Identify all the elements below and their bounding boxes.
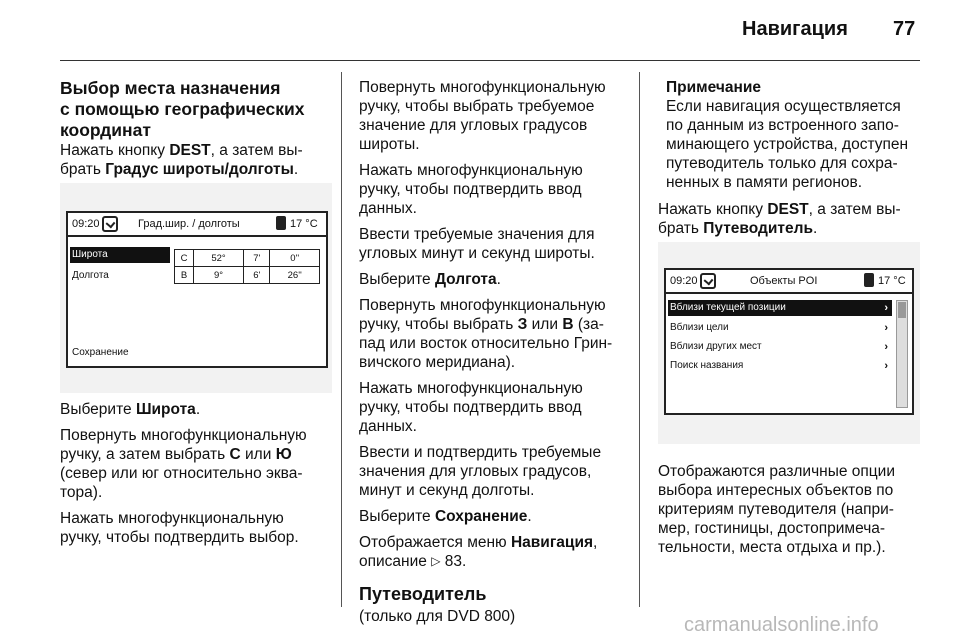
paragraph-select-latitude: Выберите Широта. (60, 401, 201, 418)
paragraph-rotate-knob: Повернуть многофункциональную ручку, а затем выбрать С или Ю (север или юг относительно эква- тора). (60, 427, 307, 501)
display-screen (66, 211, 328, 368)
header-divider (60, 60, 920, 61)
section-subtitle: (только для DVD 800) (359, 608, 516, 625)
section-heading: Выбор места назначения с помощью географических координат (60, 78, 305, 140)
screen-figure-poi (658, 242, 920, 444)
paragraph-dest: Нажать кнопку DEST, а затем вы- брать Градус широты/долготы. (60, 142, 303, 178)
menu-item-near-current[interactable]: Вблизи текущей позиции › (668, 300, 892, 316)
table-row: В 9° 6' 26'' (175, 267, 320, 284)
menu-item-search-name[interactable]: Поиск названия › (670, 360, 888, 372)
column-3-lower (658, 462, 920, 564)
page-reference-arrow-icon: ▷ (431, 554, 441, 568)
column-3 (658, 78, 920, 245)
phone-icon (276, 216, 286, 230)
table-row: С 52° 7' 0'' (175, 250, 320, 267)
note-box: Примечание Если навигация осуществляется по данным из встроенного запо- минающего устройства, доступен путеводитель только для сохра- ненных в памяти регионов. (666, 79, 909, 191)
scroll-thumb[interactable] (898, 302, 906, 318)
display-screen (664, 268, 914, 415)
clock: 09:20 (72, 218, 100, 230)
column-2: Повернуть многофункциональную ручку, чтобы выбрать требуемое значение для угловых градусов широты. Нажать многофункциональную ручку, чтобы подтвердить ввод данных. Ввести требуемые значения для угловых минут и секунд широты. Выберите Долгота. Повернуть многофункциональную ручку, чтобы выбрать З или В (за- пад или восток относительно Грин- вичского меридиана). Нажать многофункциональную ручку, чтобы подтвердить ввод данных. Ввести и подтвердить требуемые значения для угловых градусов, минут и секунд долготы. Выберите Сохранение. Отображается меню Навигация, описание ▷ 83. Путеводитель (только для DVD 800) (359, 78, 633, 626)
menu-item-near-other[interactable]: Вблизи других мест › (670, 341, 888, 353)
column-divider-2 (639, 72, 640, 607)
page-section-title: Навигация (742, 18, 848, 40)
menu-item-longitude[interactable]: Долгота (72, 270, 109, 281)
column-1-lower (60, 400, 332, 554)
chevron-right-icon: › (884, 360, 888, 372)
paragraph-dest-guide: Нажать кнопку DEST, а затем вы- брать Путеводитель. (658, 201, 901, 237)
temperature: 17 °C (878, 275, 906, 287)
chevron-right-icon: › (884, 341, 888, 353)
paragraph-poi-options: Отображаются различные опции выбора интересных объектов по критериям путеводителя (напри- мер, гостиницы, достопримеча- тельности, места отдыха и пр.). (658, 463, 895, 556)
section-heading-guide: Путеводитель (359, 584, 487, 604)
chevron-right-icon: › (884, 302, 888, 314)
chevron-right-icon: › (884, 322, 888, 334)
menu-item-latitude[interactable]: Широта (70, 247, 170, 263)
paragraph-confirm: Нажать многофункциональную ручку, чтобы подтвердить выбор. (60, 510, 299, 546)
screen-header (666, 270, 912, 294)
navigation-icon (102, 216, 118, 232)
page-number: 77 (893, 18, 916, 40)
watermark: carmanualsonline.info (684, 614, 879, 636)
phone-icon (864, 273, 874, 287)
temperature: 17 °C (290, 218, 318, 230)
screen-title: Град.шир. / долготы (138, 218, 240, 230)
navigation-icon (700, 273, 716, 289)
screen-title: Объекты POI (750, 275, 818, 287)
clock: 09:20 (670, 275, 698, 287)
screen-header (68, 213, 326, 237)
column-1 (60, 78, 332, 186)
column-divider-1 (341, 72, 342, 607)
scrollbar[interactable] (896, 300, 908, 408)
menu-item-near-destination[interactable]: Вблизи цели › (670, 322, 888, 334)
menu-item-save[interactable]: Сохранение (72, 347, 129, 358)
coordinate-table (174, 249, 320, 284)
screen-figure-coordinates (60, 183, 332, 393)
